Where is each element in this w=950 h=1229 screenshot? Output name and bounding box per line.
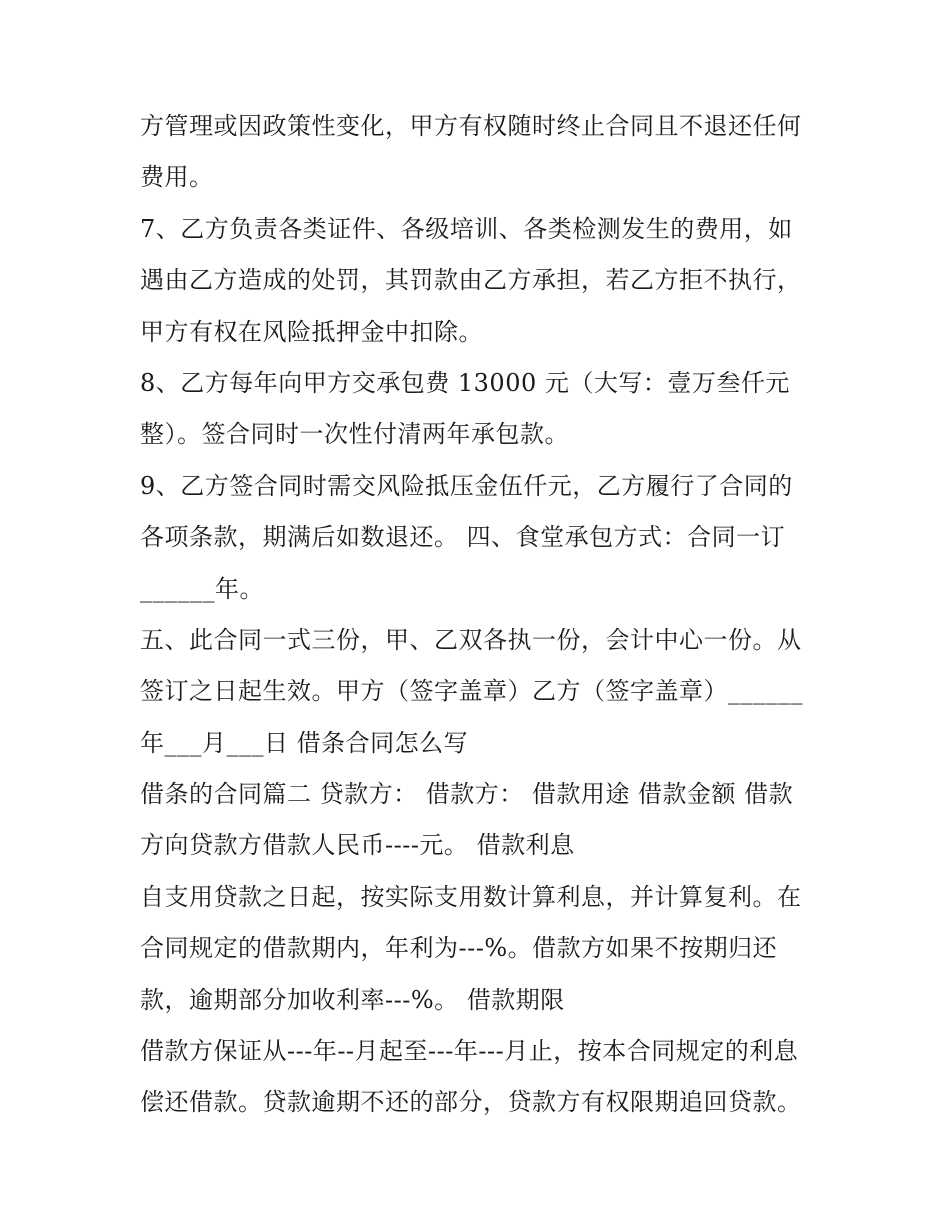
text-line: 费用。	[140, 163, 214, 192]
text-line: 合同规定的借款期内，年利为---%。借款方如果不按期归还	[140, 934, 778, 963]
text-line: 方向贷款方借款人民币----元。 借款利息	[140, 831, 575, 860]
text-line: 偿还借款。贷款逾期不还的部分，贷款方有权限期追回贷款。	[140, 1088, 802, 1117]
text-line: 借款方保证从---年--月起至---年---月止，按本合同规定的利息	[140, 1037, 799, 1066]
text-line: 整）。签合同时一次性付清两年承包款。	[140, 420, 569, 449]
text-line: 五、此合同一式三份，甲、乙双各执一份，会计中心一份。从	[140, 625, 802, 654]
text-line: 7、乙方负责各类证件、各级培训、各类检测发生的费用，如	[140, 214, 793, 243]
text-line: 年___月___日 借条合同怎么写	[140, 728, 469, 757]
text-line: 9、乙方签合同时需交风险抵压金伍仟元，乙方履行了合同的	[140, 471, 793, 500]
text-line: 方管理或因政策性变化，甲方有权随时终止合同且不退还任何	[140, 112, 802, 140]
text-line: 自支用贷款之日起，按实际支用数计算利息，并计算复利。在	[140, 882, 802, 911]
text-line: 甲方有权在风险抵押金中扣除。	[140, 317, 483, 346]
document-body	[140, 101, 820, 1129]
text-line: 遇由乙方造成的处罚，其罚款由乙方承担，若乙方拒不执行，	[140, 266, 802, 295]
text-line: 签订之日起生效。甲方（签字盖章）乙方（签字盖章）______	[140, 677, 803, 706]
text-line: 各项条款，期满后如数退还。 四、食堂承包方式：合同一订	[140, 523, 786, 552]
text-line: ______年。	[140, 574, 264, 603]
text-line: 借条的合同篇二 贷款方： 借款方： 借款用途 借款金额 借款	[140, 780, 794, 809]
text-line: 8、乙方每年向甲方交承包费 13000 元（大写：壹万叁仟元	[140, 368, 790, 397]
text-line: 款，逾期部分加收利率---%。 借款期限	[140, 985, 565, 1014]
